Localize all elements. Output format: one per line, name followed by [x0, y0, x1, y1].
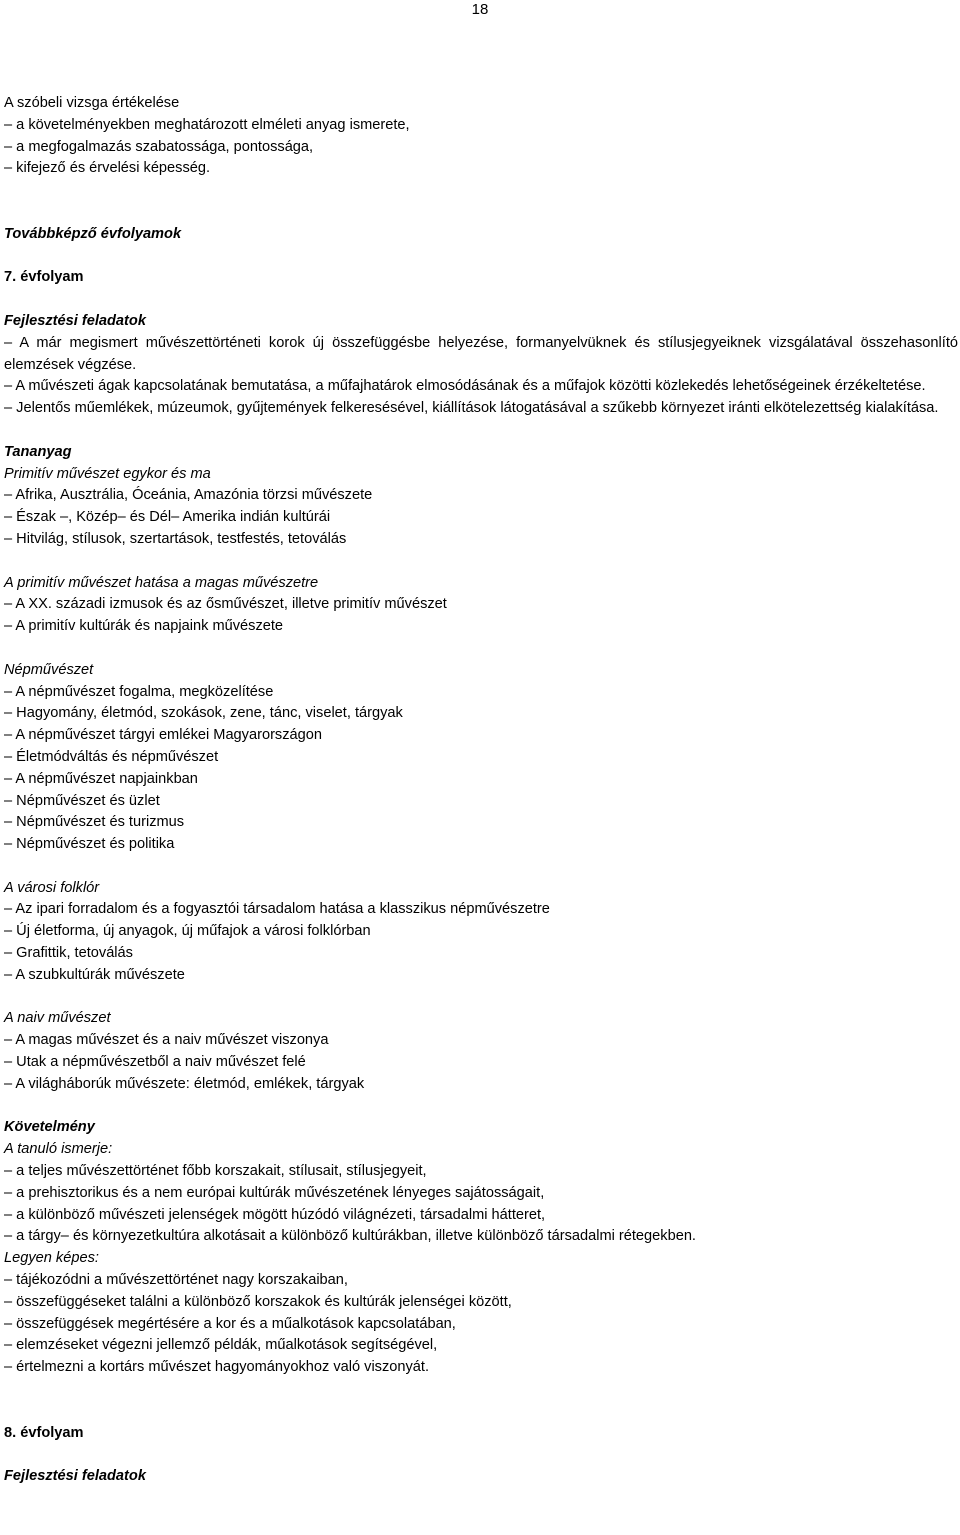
- list-item: – A XX. századi izmusok és az ősművészet, illetve primitív művészet: [4, 596, 447, 613]
- list-item: – Hagyomány, életmód, szokások, zene, tánc, viselet, tárgyak: [4, 705, 403, 722]
- topic-title: Népművészet: [4, 661, 94, 678]
- list-item: – Népművészet és turizmus: [4, 814, 185, 831]
- list-item: – Népművészet és üzlet: [4, 792, 160, 809]
- knows-heading: A tanuló ismerje:: [4, 1141, 113, 1158]
- oral-exam-heading: A szóbeli vizsga értékelése: [4, 95, 180, 111]
- list-item: – A világháborúk művészete: életmód, emlékek, tárgyak: [4, 1075, 365, 1092]
- list-item: – a teljes művészettörténet főbb korszakait, stílusait, stílusjegyeit,: [4, 1163, 427, 1180]
- task-item: – A művészeti ágak kapcsolatának bemutatása, a műfajhatárok elmosódásának és a műfajok közötti közlekedés lehetőségeinek érzékeltetése.: [4, 378, 926, 395]
- task-item: – A már megismert művészettörténeti korok új összefüggésbe helyezése, formanyelvüknek és stílusjegyeiknek vizsgálatával összehasonlító elemzések végzése.: [4, 334, 958, 373]
- requirements-heading: Követelmény: [4, 1119, 95, 1136]
- list-item: – Az ipari forradalom és a fogyasztói társadalom hatása a klasszikus népművészetre: [4, 901, 550, 918]
- list-item: – Új életforma, új anyagok, új műfajok a városi folklórban: [4, 923, 371, 940]
- grade8-tasks-heading: Fejlesztési feladatok: [4, 1468, 146, 1485]
- topic-title: A primitív művészet hatása a magas művészetre: [4, 574, 319, 591]
- curriculum-heading: Tananyag: [4, 443, 72, 460]
- page-number: 18: [471, 1, 489, 18]
- list-item: – A népművészet fogalma, megközelítése: [4, 683, 274, 700]
- topic-title: Primitív művészet egykor és ma: [4, 465, 211, 482]
- list-item: – tájékozódni a művészettörténet nagy korszakaiban,: [4, 1272, 348, 1289]
- list-item: – A primitív kultúrák és napjaink művészete: [4, 618, 284, 635]
- list-item: – Életmódváltás és népművészet: [4, 748, 219, 765]
- able-heading: Legyen képes:: [4, 1250, 99, 1267]
- list-item: – Észak –, Közép– és Dél– Amerika indián kultúrái: [4, 509, 331, 526]
- document-body: [4, 93, 958, 1488]
- list-item: – A népművészet tárgyi emlékei Magyarországon: [4, 727, 322, 744]
- list-item: – Utak a népművészetből a naiv művészet felé: [4, 1054, 306, 1071]
- task-item: – Jelentős műemlékek, múzeumok, gyűjtemények felkeresésével, kiállítások látogatásával a szűkebb környezet iránti elkötelezettség kialakítása.: [4, 400, 939, 417]
- list-item: – elemzéseket végezni jellemző példák, műalkotások segítségével,: [4, 1337, 438, 1354]
- list-item: – a megfogalmazás szabatossága, pontossága,: [4, 138, 314, 155]
- list-item: – a különböző művészeti jelenségek mögött húzódó világnézeti, társadalmi hátteret,: [4, 1206, 546, 1223]
- grade7-title: 7. évfolyam: [4, 269, 84, 286]
- list-item: – kifejező és érvelési képesség.: [4, 160, 211, 177]
- list-item: – Afrika, Ausztrália, Óceánia, Amazónia törzsi művészete: [4, 487, 373, 504]
- topic-title: A naiv művészet: [4, 1010, 111, 1027]
- list-item: – A népművészet napjainkban: [4, 770, 198, 787]
- section-title: Továbbképző évfolyamok: [4, 225, 182, 242]
- list-item: – Grafittik, tetoválás: [4, 945, 133, 962]
- list-item: – összefüggések megértésére a kor és a műalkotások kapcsolatában,: [4, 1315, 456, 1332]
- list-item: – Hitvilág, stílusok, szertartások, testfestés, tetoválás: [4, 530, 347, 547]
- list-item: – a követelményekben meghatározott elméleti anyag ismerete,: [4, 116, 410, 133]
- list-item: – összefüggéseket találni a különböző korszakok és kultúrák jelenségei között,: [4, 1293, 512, 1310]
- list-item: – A szubkultúrák művészete: [4, 966, 185, 983]
- list-item: – értelmezni a kortárs művészet hagyományokhoz való viszonyát.: [4, 1359, 430, 1376]
- list-item: – Népművészet és politika: [4, 836, 175, 853]
- list-item: – A magas művészet és a naiv művészet viszonya: [4, 1032, 329, 1049]
- list-item: – a prehisztorikus és a nem európai kultúrák művészetének lényeges sajátosságait,: [4, 1184, 545, 1201]
- grade8-title: 8. évfolyam: [4, 1424, 84, 1441]
- grade7-tasks-heading: Fejlesztési feladatok: [4, 312, 146, 329]
- list-item: – a tárgy– és környezetkultúra alkotásait a különböző kultúrákban, illetve különböző társadalmi rétegekben.: [4, 1228, 696, 1245]
- topic-title: A városi folklór: [4, 879, 100, 896]
